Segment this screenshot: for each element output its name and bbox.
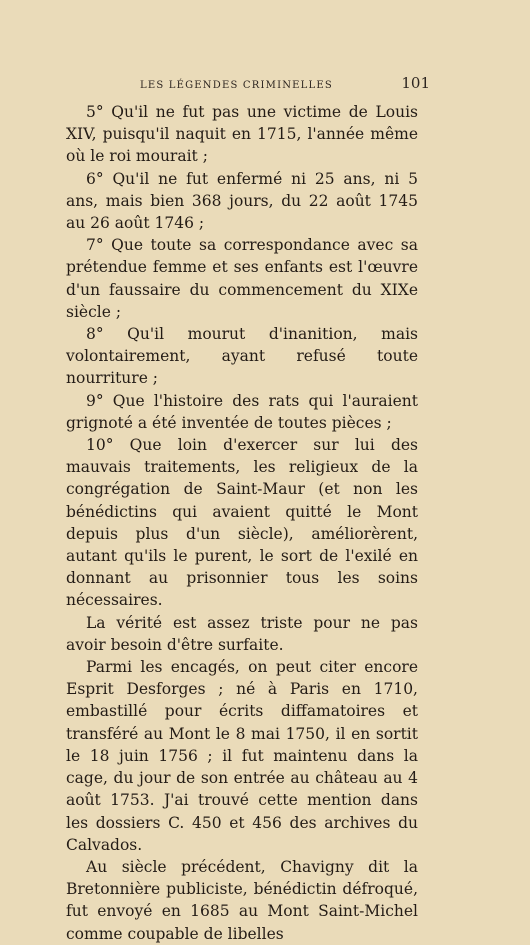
- page-number: 101: [401, 74, 430, 92]
- body-text: [66, 101, 418, 945]
- page-header: [0, 74, 530, 98]
- paragraph-item-6: 6° Qu'il ne fut enfermé ni 25 ans, ni 5 ans, mais bien 368 jours, du 22 août 1745 au 26 août 1746 ;: [66, 169, 418, 233]
- paragraph-item-9: 9° Que l'histoire des rats qui l'auraient grignoté a été inventée de toutes pièces ;: [66, 391, 418, 432]
- paragraph-chavigny: Au siècle précédent, Chavigny dit la Bretonnière publiciste, bénédictin défroqué, fut envoyé en 1685 au Mont Saint-Michel comme coupable de libelles: [66, 857, 418, 943]
- running-head: LES LÉGENDES CRIMINELLES: [140, 80, 333, 91]
- paragraph-encages: Parmi les encagés, on peut citer encore Esprit Desforges ; né à Paris en 1710, embastillé pour écrits diffamatoires et transféré au Mont le 8 mai 1750, il en sortit le 18 juin 1756 ; il fut maintenu dans la cage, du jour de son entrée au château au 4 août 1753. J'ai trouvé cette mention dans les dossiers C. 450 et 456 des archives du Calvados.: [66, 658, 418, 854]
- paragraph-truth: La vérité est assez triste pour ne pas avoir besoin d'être surfaite.: [66, 613, 418, 654]
- paragraph-item-8: 8° Qu'il mourut d'inanition, mais volontairement, ayant refusé toute nourriture ;: [66, 325, 418, 388]
- paragraph-item-5: 5° Qu'il ne fut pas une victime de Louis XIV, puisqu'il naquit en 1715, l'année même où le roi mourait ;: [66, 103, 418, 166]
- paragraph-item-10: 10° Que loin d'exercer sur lui des mauvais traitements, les religieux de la congrégation de Saint-Maur (et non les bénédictins qui avaient quitté le Mont depuis plus d'un siècle), améliorèrent, autant qu'ils le purent, le sort de l'exilé en donnant au prisonnier tous les soins nécessaires.: [66, 436, 418, 610]
- paragraph-item-7: 7° Que toute sa correspondance avec sa prétendue femme et ses enfants est l'œuvre d'un faussaire du commencement du XIXe siècle ;: [66, 236, 418, 321]
